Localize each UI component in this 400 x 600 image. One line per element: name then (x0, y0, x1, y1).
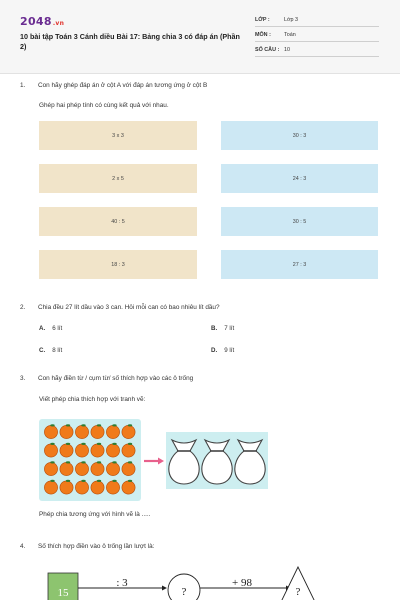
question-4-text: Số thích hợp điền vào ô trống lần lượt là: (38, 543, 155, 550)
meta-count-label: SỐ CÂU : (255, 47, 280, 53)
question-3-instruction: Viết phép chia thích hợp với tranh vẽ: (39, 396, 146, 403)
question-1-instruction: Ghép hai phép tính có cùng kết quả với nhau. (39, 102, 169, 109)
question-4-number: 4. (20, 543, 26, 550)
bags-group (169, 440, 265, 484)
match-right-4[interactable]: 27 : 3 (221, 250, 378, 279)
option-c[interactable] (39, 347, 62, 354)
blank-1: ? (181, 586, 187, 598)
document-title: 10 bài tập Toán 3 Cánh diều Bài 17: Bảng chia 3 có đáp án (Phần 2) (20, 32, 240, 51)
match-left-1[interactable]: 3 x 3 (39, 121, 197, 150)
start-value: 15 (57, 587, 69, 599)
question-2-text: Chia đều 27 lít dầu vào 3 can. Hỏi mỗi can có bao nhiêu lít dầu? (38, 304, 220, 311)
match-left-3[interactable]: 40 : 5 (39, 207, 197, 236)
meta-grade-value: Lớp 3 (284, 17, 299, 23)
operation-1: : 3 (116, 577, 128, 589)
number-chain-diagram (40, 566, 330, 600)
match-left-4[interactable]: 18 : 3 (39, 250, 197, 279)
option-b-letter: B. (211, 325, 218, 332)
arrow-right-icon (144, 458, 164, 465)
logo-text: 2048 (20, 15, 52, 28)
meta-grade (255, 14, 379, 27)
match-left-2[interactable]: 2 x 5 (39, 164, 197, 193)
option-d[interactable] (211, 347, 234, 354)
match-right-2[interactable]: 24 : 3 (221, 164, 378, 193)
question-3-number: 3. (20, 375, 26, 382)
option-b[interactable] (211, 325, 234, 332)
chain-arrowhead-1 (162, 586, 167, 591)
division-illustration (39, 418, 378, 502)
question-3-answer-line: Phép chia tương ứng với hình vẽ là ..... (39, 511, 151, 518)
meta-subject (255, 29, 379, 42)
meta-count (255, 44, 379, 57)
meta-grade-label: LỚP : (255, 17, 270, 23)
question-1-text: Con hãy ghép đáp án ở cột A với đáp án tương ứng ở cột B (38, 82, 208, 89)
question-2-number: 2. (20, 304, 26, 311)
question-1-number: 1. (20, 82, 26, 89)
match-right-3[interactable]: 30 : 5 (221, 207, 378, 236)
option-a-letter: A. (39, 325, 46, 332)
meta-count-value: 10 (284, 47, 290, 53)
option-d-text: 9 lít (224, 347, 235, 354)
page-header (0, 0, 400, 74)
question-3-text: Con hãy điền từ / cụm từ/ số thích hợp vào các ô trống (38, 375, 194, 382)
option-a-text: 6 lít (52, 325, 63, 332)
option-c-text: 8 lít (52, 347, 63, 354)
option-b-text: 7 lít (224, 325, 235, 332)
operation-2: + 98 (232, 577, 252, 589)
meta-subject-value: Toán (284, 32, 296, 38)
option-a[interactable] (39, 325, 62, 332)
match-right-1[interactable]: 30 : 3 (221, 121, 378, 150)
option-d-letter: D. (211, 347, 218, 354)
option-c-letter: C. (39, 347, 46, 354)
site-logo[interactable] (20, 15, 64, 28)
meta-subject-label: MÔN : (255, 32, 271, 38)
blank-2: ? (295, 586, 301, 598)
logo-suffix: .vn (52, 20, 65, 27)
